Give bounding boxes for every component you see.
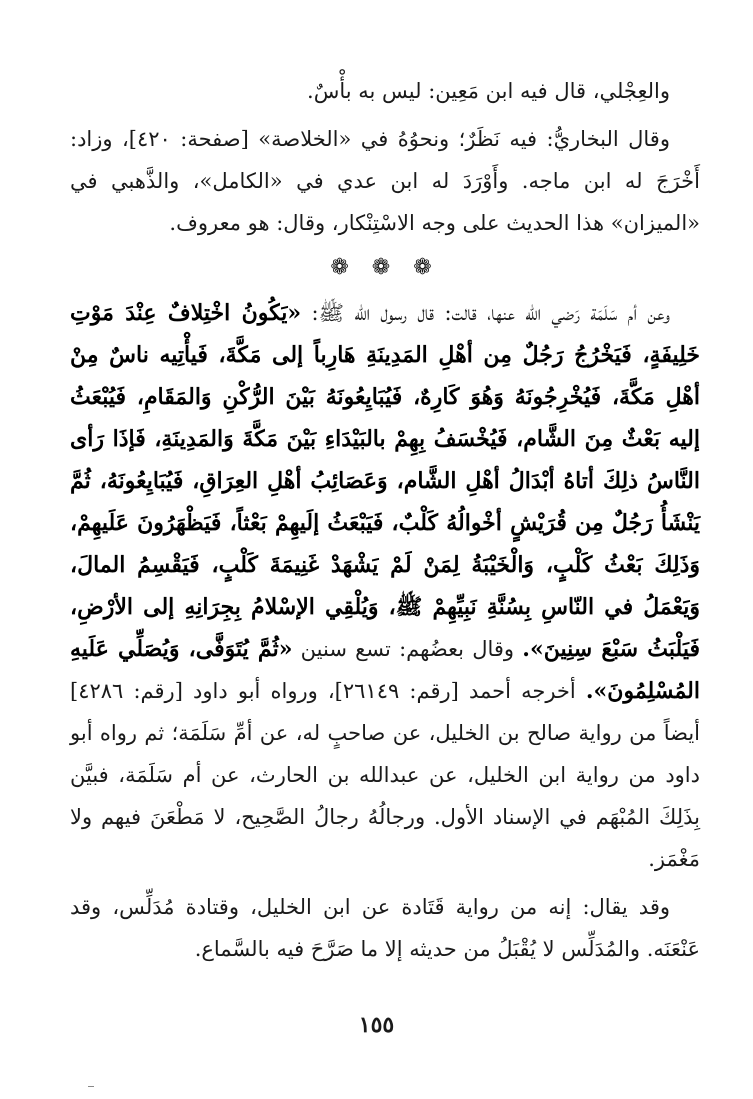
section-divider-ornament: ❁ ❁ ❁	[330, 255, 440, 280]
hadith-note-2: أخرجه أحمد [رقم: ٢٦١٤٩]، ورواه أبو داود [رقم: ٤٢٨٦] أيضاً من رواية صالح بن الخليل، عن صاحبٍ له، عن أمِّ سَلَمَة؛ ثم رواه أبو داود من رواية ابن الخليل، عن عبدالله بن الحارث، عن أم سَلَمَة، فبيَّن بِذَلِكَ المُبْهَم في الإسناد الأول. ورجالُهُ رجالُ الصَّحِيح، لا مَطْعَنَ فيهم ولا مَغْمَز.	[70, 679, 700, 871]
paragraph-last: وقد يقال: إنه من رواية قَتَادة عن ابن الخليل، وقتادة مُدَلِّس، وقد عَنْعَنَه. والمُدَلِّس لا يُقْبَلُ من حديثه إلا ما صَرَّحَ فيه بالسَّماع.	[70, 895, 700, 961]
hadith-note-1: وقال بعضُهم: تسع سنين	[300, 637, 515, 661]
hadith-text-2: «ثُمَّ يُتَوَفَّى، وَيُصَلِّي عَلَيهِ المُسْلِمُونَ».	[70, 636, 700, 704]
page-body	[70, 70, 700, 970]
paragraph-2: وقال البخاريُّ: فيه نَظَرٌ؛ ونحوُهُ في «الخلاصة» [صفحة: ٤٢٠]، وزاد: أَخْرَجَ له ابن ماجه. وأَوْرَدَ له ابن عدي في «الكامل»، والذَّهبي في «الميزان» هذا الحديث على وجه الاسْتِنْكار، وقال: هو معروف.	[70, 127, 700, 235]
scan-mark	[88, 1086, 94, 1087]
page-number: ١٥٥	[358, 1012, 395, 1038]
hadith-paragraph	[70, 292, 700, 880]
paragraph-1: والعِجْلي، قال فيه ابن مَعِين: ليس به بأْسٌ.	[307, 79, 670, 103]
hadith-intro: وعن أم سَلَمَة رَضي الله عنها، قالت: قال رسول الله ﷺ:	[311, 301, 670, 325]
hadith-text: «يَكُونُ اخْتِلافٌ عِنْدَ مَوْتِ خَلِيفَةٍ، فَيَخْرُجُ رَجُلٌ مِن أهْلِ المَدِينَةِ هَارِباً إلى مَكَّةَ، فَيأْتِيه ناسٌ مِنْ أهْلِ مَكَّةَ، فَيُخْرِجُونَهُ وَهُوَ كَارِهٌ، فَيُبَايِعُونَهُ بَيْنَ الرُّكْنِ وَالمَقَامِ، فَيُبْعَثُ إليه بَعْثٌ مِنَ الشَّام، فَيُخْسَفُ بِهِمْ بالبَيْدَاءِ بَيْنَ مَكَّةَ وَالمَدِينَةِ، فَإذَا رَأى النَّاسُ ذلِكَ أتاهُ أبْدَالُ أهْلِ الشَّام، وَعَصَائِبُ أهْلِ العِرَاقِ، فَيُبَايِعُونَهُ، ثُمَّ يَنْشَأُ رَجُلٌ مِن قُرَيْشٍ أخْوالُهُ كَلْبٌ، فَيَبْعَثُ إلَيهِمْ بَعْثاً، فَيَظْهَرُونَ عَلَيهِمْ، وَذَلِكَ بَعْثُ كَلْبٍ، وَالْخَيْبَةُ لِمَنْ لَمْ يَشْهَدْ غَنِيمَةَ كَلْبٍ، فَيَقْسِمُ المالَ، وَيَعْمَلُ في النّاسِ بِسُنَّةِ نَبِيِّهِمْ ﷺ، وَيُلْقِي الإسْلامُ بِجِرَانِهِ إلى الأرْضِ، فَيَلْبَثُ سَبْعَ سِنِينَ».	[70, 300, 700, 662]
